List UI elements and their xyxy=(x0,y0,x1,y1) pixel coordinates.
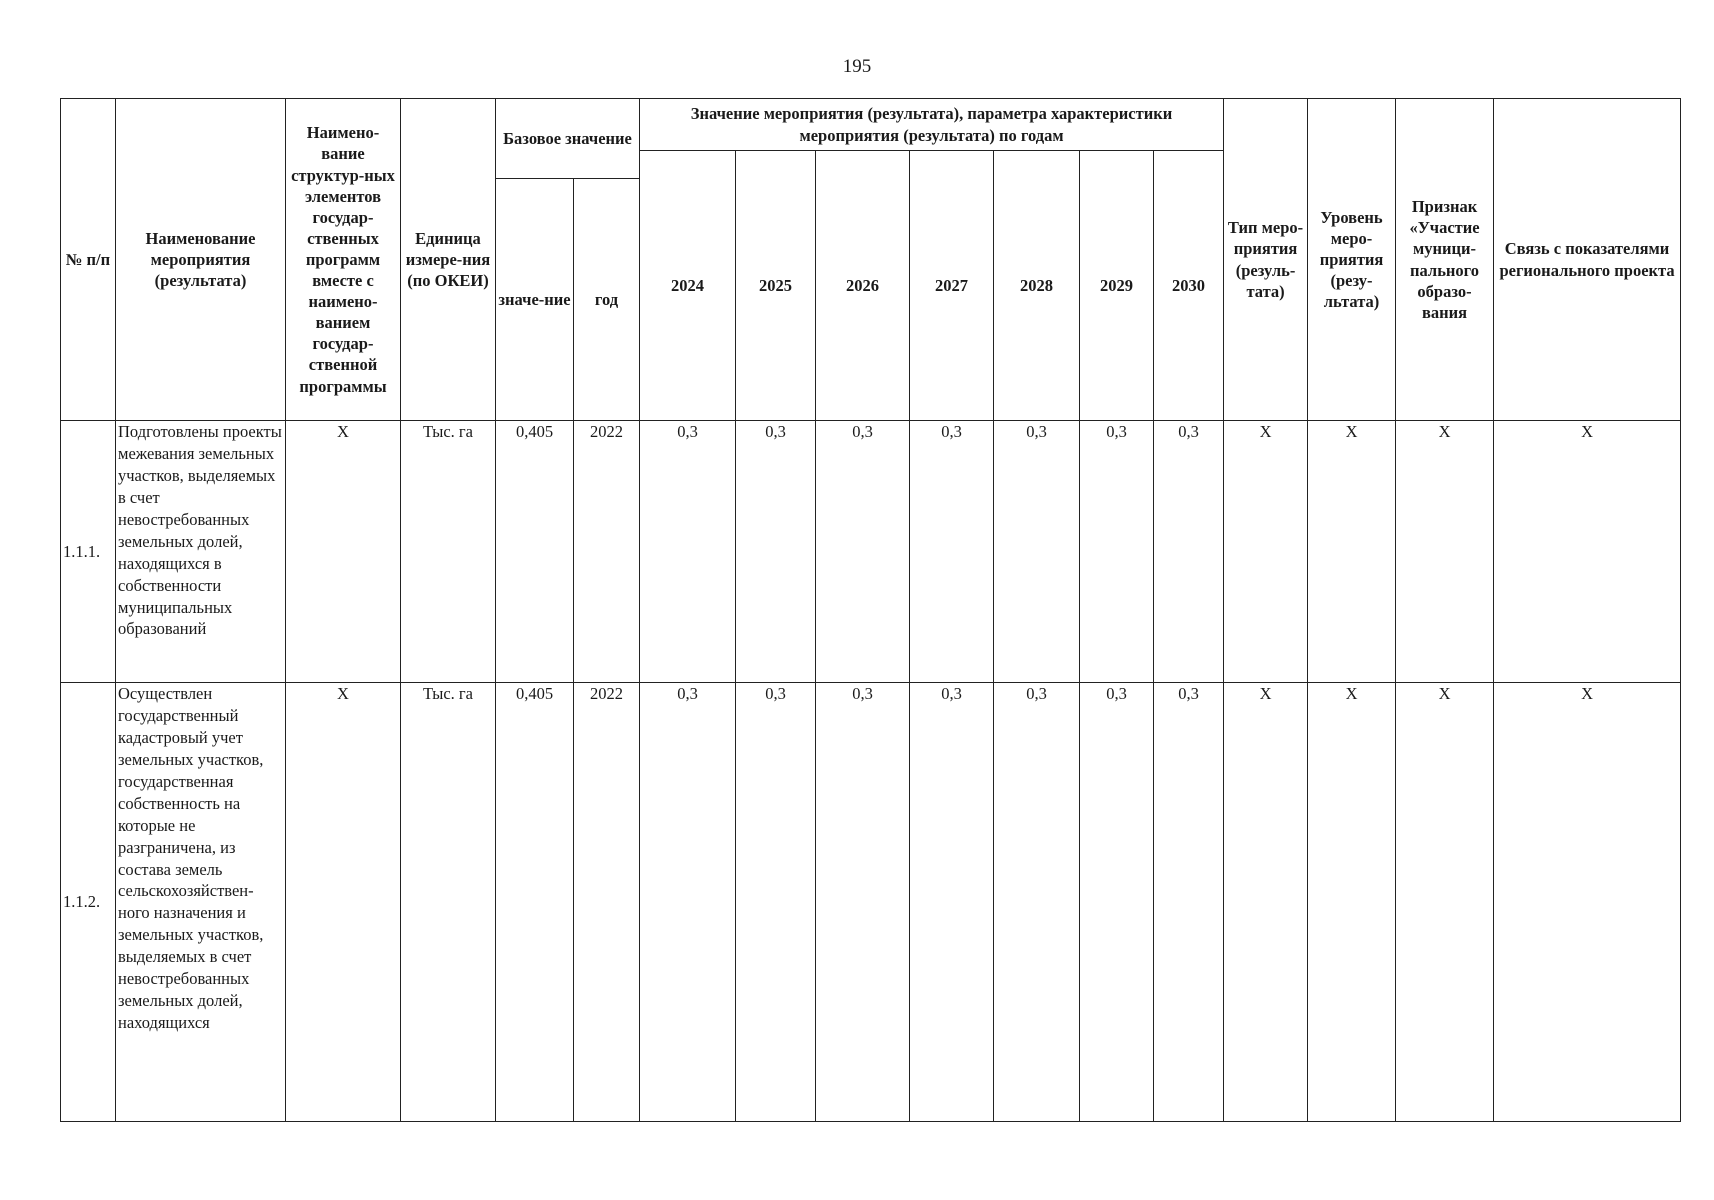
header-name: Наименование мероприятия (результата) xyxy=(116,99,286,421)
row-structural: Х xyxy=(286,421,401,683)
row-year-value: 0,3 xyxy=(910,421,994,683)
row-unit: Тыс. га xyxy=(401,421,496,683)
row-link: Х xyxy=(1494,683,1681,1122)
row-year-value: 0,3 xyxy=(816,683,910,1122)
row-municipal: Х xyxy=(1396,683,1494,1122)
row-num: 1.1.2. xyxy=(61,683,116,1122)
header-municipal: Признак «Участие муници-пального образо-вания xyxy=(1396,99,1494,421)
header-structural: Наимено-вание структур-ных элементов государ-ственных программ вместе с наимено-ванием государ-ственной программы xyxy=(286,99,401,421)
row-year-value: 0,3 xyxy=(1080,421,1154,683)
row-year-value: 0,3 xyxy=(994,421,1080,683)
row-level: Х xyxy=(1308,683,1396,1122)
header-link: Связь с показателями регионального проекта xyxy=(1494,99,1681,421)
header-year-2024: 2024 xyxy=(640,151,736,421)
header-years-group: Значение мероприятия (результата), параметра характеристики мероприятия (результата) по годам xyxy=(640,99,1224,151)
header-year-2027: 2027 xyxy=(910,151,994,421)
row-unit: Тыс. га xyxy=(401,683,496,1122)
row-year-value: 0,3 xyxy=(910,683,994,1122)
header-type: Тип меро-приятия (резуль-тата) xyxy=(1224,99,1308,421)
table-row xyxy=(61,421,1681,683)
measures-table xyxy=(60,98,1681,1122)
header-level: Уровень меро-приятия (резу-льтата) xyxy=(1308,99,1396,421)
row-name: Осуществлен государственный кадастровый учет земельных участков, государственная собственность на которые не разграничена, из состава земель сельскохозяйствен-ного назначения и земельных участков, выделяемых в счет невостребованных земельных долей, находящихся xyxy=(116,683,286,1122)
row-year-value: 0,3 xyxy=(1154,683,1224,1122)
row-municipal: Х xyxy=(1396,421,1494,683)
header-year-2028: 2028 xyxy=(994,151,1080,421)
header-year-2026: 2026 xyxy=(816,151,910,421)
row-base-value: 0,405 xyxy=(496,421,574,683)
row-name: Подготовлены проекты межевания земельных участков, выделяемых в счет невостребованных земельных долей, находящихся в собственности муниципальных образований xyxy=(116,421,286,683)
header-base-group: Базовое значение xyxy=(496,99,640,179)
header-unit: Единица измере-ния (по ОКЕИ) xyxy=(401,99,496,421)
row-year-value: 0,3 xyxy=(736,683,816,1122)
row-year-value: 0,3 xyxy=(1154,421,1224,683)
header-num: № п/п xyxy=(61,99,116,421)
row-level: Х xyxy=(1308,421,1396,683)
row-year-value: 0,3 xyxy=(640,421,736,683)
header-year-2030: 2030 xyxy=(1154,151,1224,421)
header-base-value: значе-ние xyxy=(496,179,574,421)
row-base-value: 0,405 xyxy=(496,683,574,1122)
table-row xyxy=(61,683,1681,1122)
row-year-value: 0,3 xyxy=(994,683,1080,1122)
header-year-2025: 2025 xyxy=(736,151,816,421)
row-structural: Х xyxy=(286,683,401,1122)
row-base-year: 2022 xyxy=(574,683,640,1122)
row-base-year: 2022 xyxy=(574,421,640,683)
row-type: Х xyxy=(1224,421,1308,683)
header-year-2029: 2029 xyxy=(1080,151,1154,421)
row-year-value: 0,3 xyxy=(1080,683,1154,1122)
page-number: 195 xyxy=(842,56,872,77)
row-year-value: 0,3 xyxy=(640,683,736,1122)
row-year-value: 0,3 xyxy=(816,421,910,683)
row-year-value: 0,3 xyxy=(736,421,816,683)
row-type: Х xyxy=(1224,683,1308,1122)
row-link: Х xyxy=(1494,421,1681,683)
header-base-year: год xyxy=(574,179,640,421)
row-num: 1.1.1. xyxy=(61,421,116,683)
